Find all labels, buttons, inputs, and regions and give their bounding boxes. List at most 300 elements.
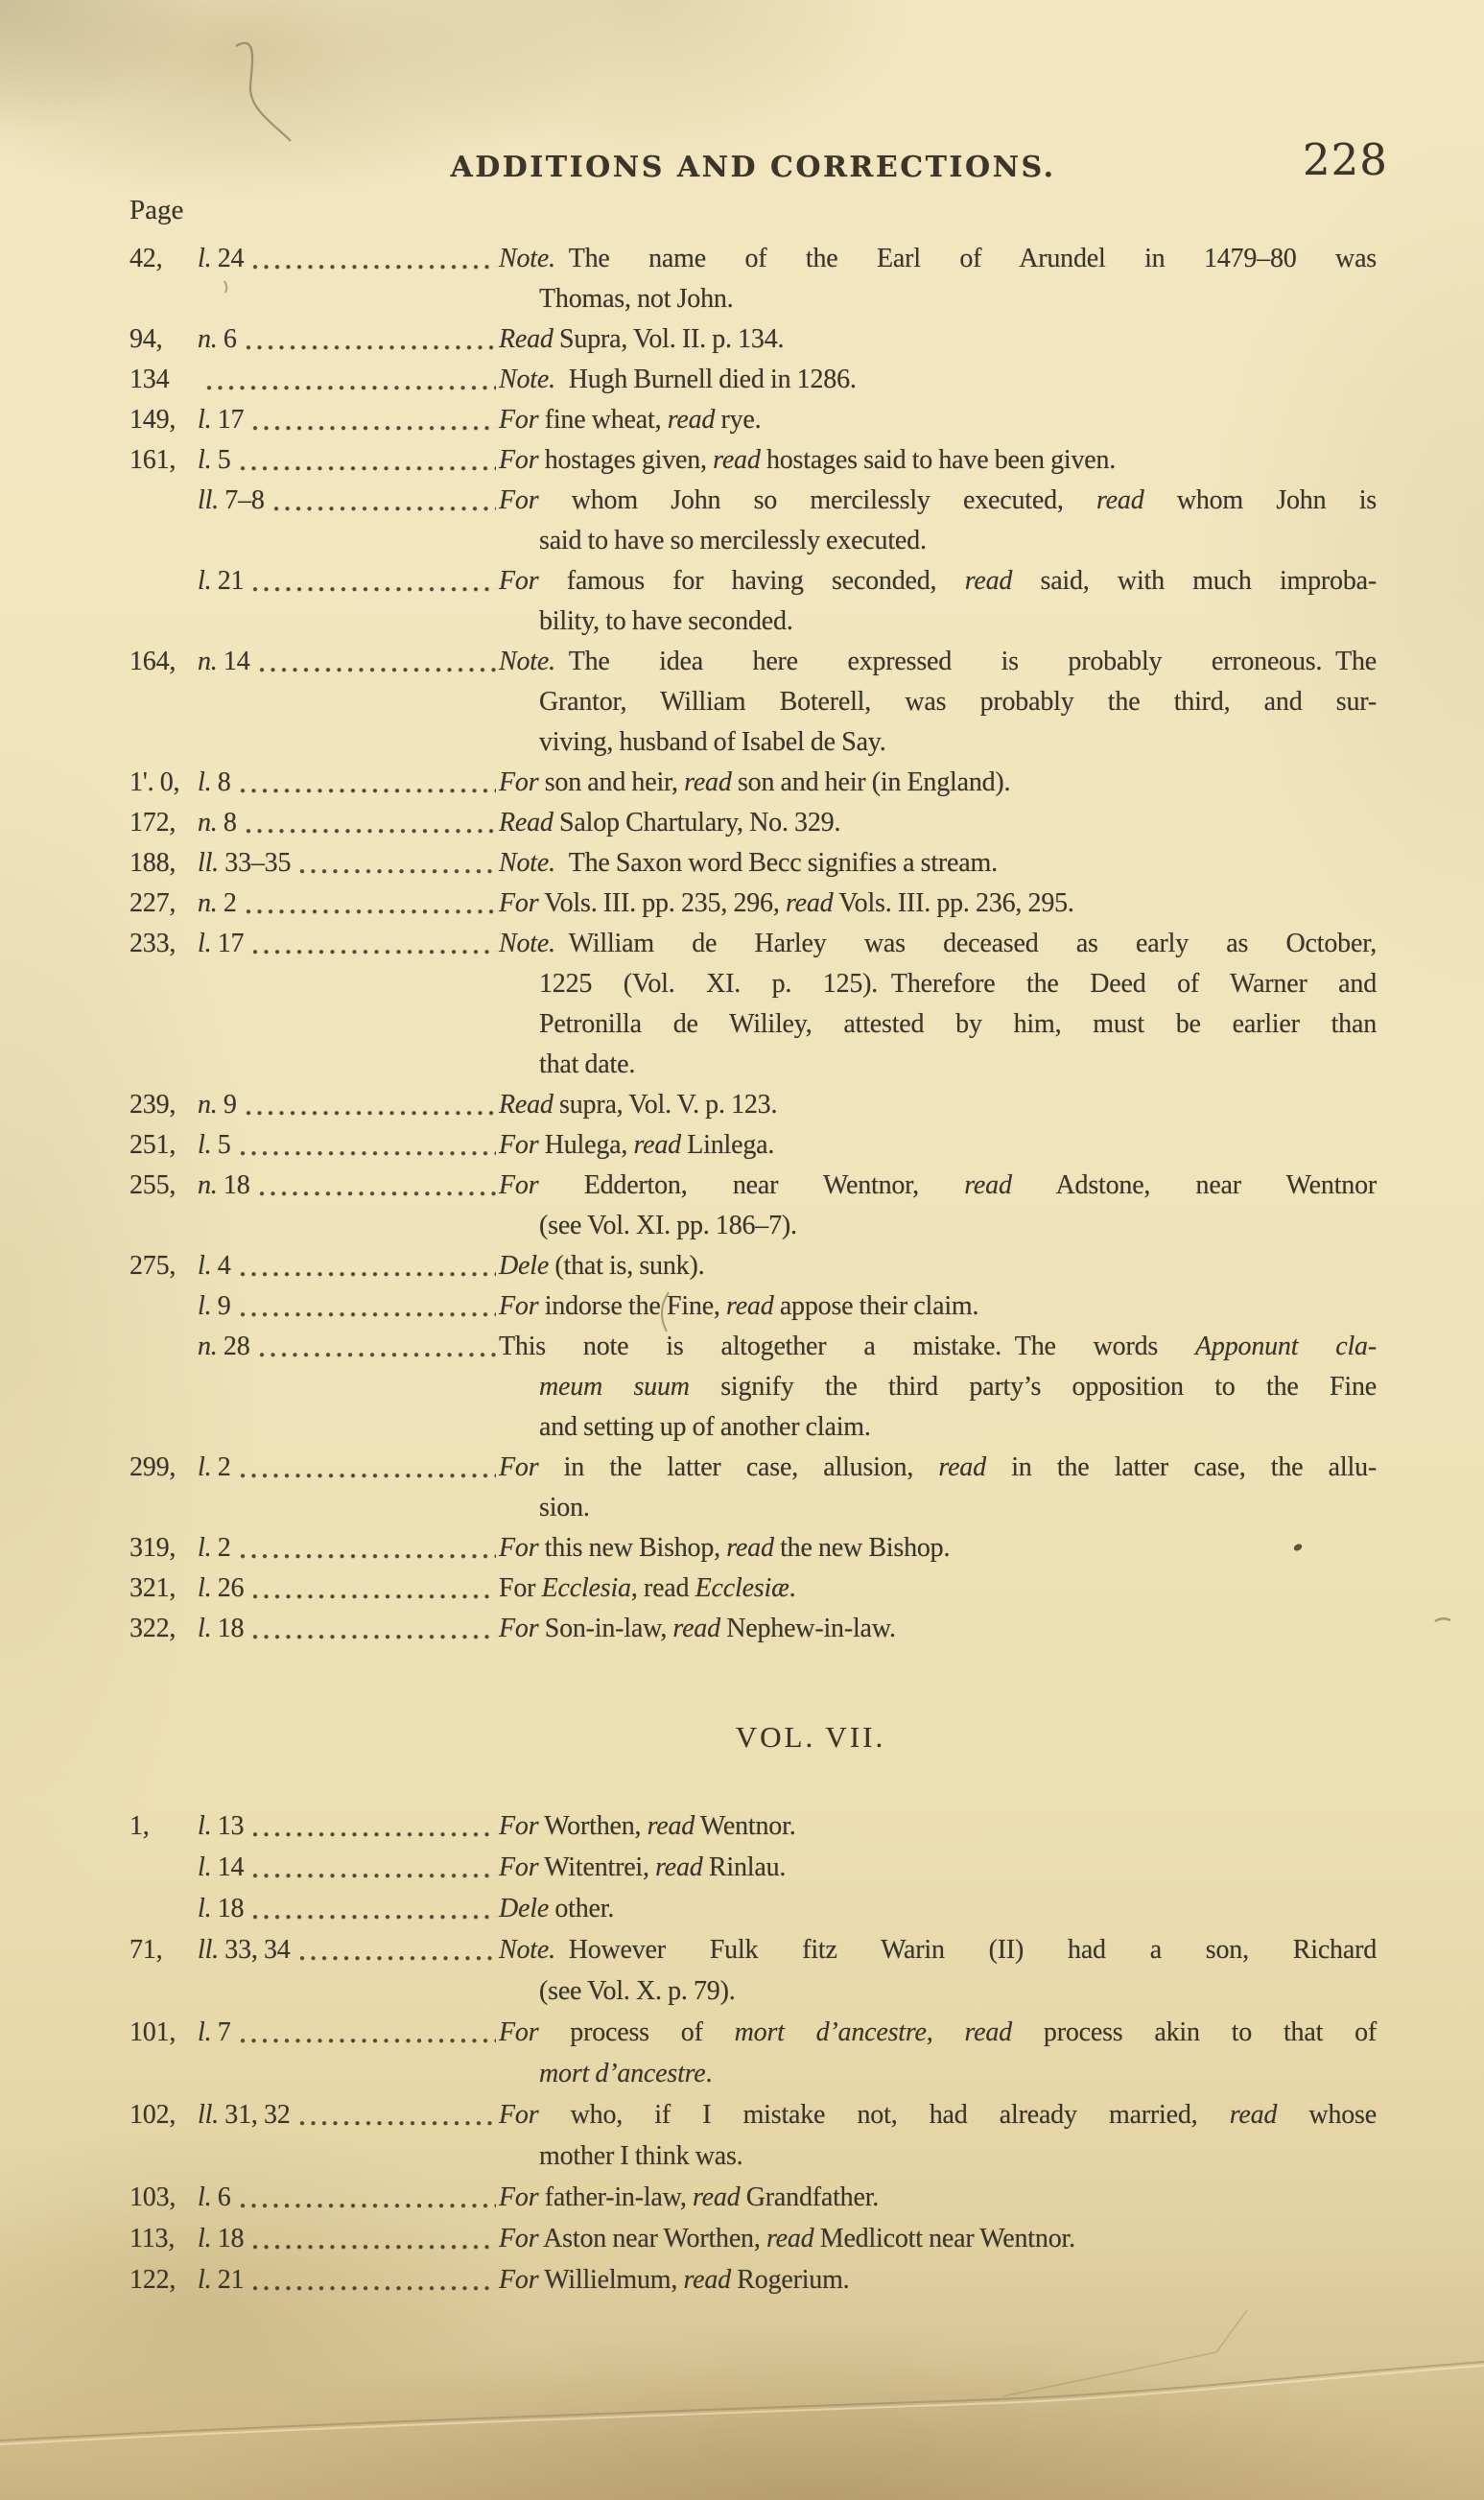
entry-line	[130, 1085, 1377, 1125]
text-segment: read	[938, 1452, 986, 1482]
text-segment: 33–35	[218, 848, 292, 878]
text-segment: Vols. III. pp. 236, 295.	[833, 888, 1074, 918]
text-segment: 8	[211, 767, 231, 797]
entry-line	[130, 884, 1377, 924]
text-segment: Note.	[499, 244, 555, 273]
entry-ref	[130, 1246, 499, 1286]
entry-line	[130, 843, 1377, 884]
entry-page-number: 299,	[130, 1452, 177, 1482]
text-segment: read	[692, 2182, 741, 2212]
text-segment: For	[499, 445, 539, 475]
entry-line	[130, 1488, 1377, 1528]
entry-line	[130, 360, 1377, 400]
entry-line-ref	[198, 2094, 291, 2135]
text-segment: famous for having seconded,	[538, 566, 965, 596]
entry-ref	[130, 843, 499, 884]
text-segment: read	[726, 1533, 774, 1563]
entry-line-ref	[198, 481, 265, 521]
text-segment: Son-in-law,	[538, 1614, 673, 1643]
entry-line-ref	[198, 440, 231, 481]
entry-page-number: 71,	[130, 1935, 163, 1965]
dot-leader	[240, 2177, 497, 2218]
text-segment: For	[499, 1291, 539, 1321]
text-segment: 18	[211, 1894, 245, 1923]
entry-ref	[130, 763, 499, 803]
text-segment: read	[726, 1291, 774, 1321]
text-segment: Adstone, near Wentnor	[1011, 1170, 1377, 1200]
text-segment: read	[964, 566, 1013, 596]
entry-ref	[130, 561, 499, 601]
entry-ref	[130, 1085, 499, 1125]
text-segment: 17	[211, 929, 245, 958]
entry-line	[130, 1609, 1377, 1649]
entry-line	[130, 400, 1377, 440]
text-segment: l.	[198, 929, 212, 958]
text-segment: n.	[198, 324, 218, 354]
entry-line-ref	[198, 561, 244, 601]
text-segment: Medlicott near Wentnor.	[813, 2224, 1075, 2253]
dot-leader	[246, 803, 496, 843]
dot-leader	[299, 843, 496, 884]
text-segment: 6	[211, 2182, 231, 2212]
entry-page-number: 188,	[130, 848, 177, 878]
text-segment: .	[705, 2059, 713, 2088]
text-segment: n.	[198, 1332, 218, 1361]
entry-line	[130, 1407, 1377, 1448]
entry-page-number	[130, 1888, 191, 1929]
text-segment: Hugh Burnell died in 1286.	[554, 365, 857, 394]
entry-page-number: 233,	[130, 929, 177, 958]
entry-ref	[130, 2259, 499, 2300]
entry-ref	[130, 1327, 499, 1367]
dot-leader	[240, 1528, 497, 1568]
text-segment: Note.	[499, 848, 555, 878]
entry-page-number: 1'. 0,	[130, 767, 180, 797]
text-segment: 8	[217, 808, 237, 837]
text-segment: (see Vol. XI. pp. 186–7).	[539, 1211, 797, 1240]
entry-ref	[130, 1805, 499, 1847]
text-segment: l.	[198, 1291, 212, 1321]
paper-crease-highlight	[0, 2366, 1484, 2444]
entry-page-number: 102,	[130, 2100, 177, 2130]
text-segment: rye.	[715, 405, 762, 435]
text-segment: ,	[926, 2017, 965, 2047]
entry-ref	[130, 884, 499, 924]
entry-line	[130, 521, 1377, 561]
text-segment: Read	[499, 1090, 554, 1120]
text-segment: For	[499, 767, 539, 797]
text-segment: Petronilla de Wililey, attested by him, must be earlier than	[539, 1009, 1377, 1039]
entry-page-number: 134	[130, 365, 170, 394]
text-segment: l.	[198, 1852, 212, 1882]
entry-page-number: 239,	[130, 1090, 177, 1120]
text-segment: read	[667, 405, 716, 435]
text-segment: ll.	[198, 848, 219, 878]
hair-fiber-artifact	[236, 43, 291, 141]
entry-line	[130, 1367, 1377, 1407]
entry-page-number: 113,	[130, 2224, 176, 2253]
text-segment: Edderton, near Wentnor,	[538, 1170, 965, 1200]
dot-leader	[299, 1929, 496, 1970]
entry-line-ref	[198, 924, 244, 964]
text-segment: l.	[198, 1811, 212, 1841]
entry-ref	[130, 1286, 499, 1327]
text-segment: read	[785, 888, 834, 918]
text-segment: read	[964, 1170, 1012, 1200]
text-segment: l.	[198, 445, 212, 475]
entry-line	[130, 279, 1377, 319]
text-segment: Dele	[499, 1251, 550, 1281]
text-segment: n.	[198, 888, 218, 918]
entry-line-ref	[198, 763, 231, 803]
text-segment: 2	[211, 1452, 231, 1482]
text-segment: For	[499, 888, 539, 918]
text-segment: For	[499, 405, 539, 435]
entry-ref	[130, 2177, 499, 2218]
text-segment: ll.	[198, 485, 219, 515]
text-segment: fine wheat,	[538, 405, 668, 435]
text-segment: 13	[211, 1811, 245, 1841]
text-segment: The Saxon word Becc signifies a stream.	[554, 848, 998, 878]
entry-line	[130, 2259, 1377, 2300]
text-segment: For	[499, 1452, 539, 1482]
text-segment: For	[499, 2017, 539, 2047]
text-segment: Read	[499, 808, 554, 837]
running-title: ADDITIONS AND CORRECTIONS.	[450, 151, 1056, 184]
text-segment: 24	[211, 244, 245, 273]
text-segment: indorse the Fine,	[538, 1291, 727, 1321]
dot-leader	[252, 1609, 496, 1649]
dot-leader	[252, 1805, 496, 1847]
entry-line-ref	[198, 1125, 231, 1166]
text-segment: .	[789, 1573, 796, 1603]
text-segment: meum suum	[539, 1372, 690, 1402]
entry-line-ref	[198, 1929, 291, 1970]
text-segment: For	[499, 1533, 539, 1563]
text-segment: n.	[198, 1170, 218, 1200]
dot-leader	[252, 1568, 496, 1609]
dot-leader	[252, 924, 496, 964]
entry-line	[130, 1847, 1377, 1888]
text-segment: 21	[211, 566, 245, 596]
entry-line-ref	[198, 2259, 244, 2300]
text-segment: l.	[198, 1452, 212, 1482]
entry-line-ref	[198, 1568, 244, 1609]
entry-line	[130, 440, 1377, 481]
text-segment: appose their claim.	[773, 1291, 979, 1321]
text-segment: read	[684, 767, 732, 797]
entry-line-ref	[198, 1286, 231, 1327]
text-segment: read	[655, 1852, 703, 1882]
text-segment: 28	[217, 1332, 250, 1361]
text-segment: 31, 32	[218, 2100, 291, 2130]
entry-line-ref	[198, 1528, 231, 1568]
text-segment: 6	[217, 324, 237, 354]
entry-line-ref	[198, 803, 237, 843]
text-segment: For	[499, 1614, 539, 1643]
text-segment: this new Bishop,	[538, 1533, 727, 1563]
entry-page-number: 275,	[130, 1251, 177, 1281]
text-segment: l.	[198, 2265, 212, 2295]
entry-line	[130, 1327, 1377, 1367]
text-segment: Rinlau.	[702, 1852, 787, 1882]
entry-line-ref	[198, 400, 244, 440]
text-segment: process of	[538, 2017, 735, 2047]
text-segment: l.	[198, 2224, 212, 2253]
entry-line	[130, 2218, 1377, 2259]
text-segment: Ecclesiæ	[695, 1573, 789, 1603]
entry-line-ref	[198, 2177, 231, 2218]
entry-ref	[130, 400, 499, 440]
text-segment: said, with much improba-	[1012, 566, 1377, 596]
text-segment: Dele	[499, 1894, 550, 1923]
entry-line-ref	[198, 2012, 231, 2053]
text-segment: 2	[217, 888, 237, 918]
text-segment: l.	[198, 1251, 212, 1281]
text-segment: other.	[549, 1894, 615, 1923]
entry-line-ref	[198, 1085, 237, 1125]
entry-ref	[130, 1847, 499, 1888]
text-segment: son and heir (in England).	[731, 767, 1011, 797]
text-segment: 21	[211, 2265, 245, 2295]
dot-leader	[273, 481, 496, 521]
entry-page-number: 251,	[130, 1130, 177, 1160]
entry-line	[130, 1286, 1377, 1327]
text-segment: 9	[217, 1090, 237, 1120]
entry-page-number: 149,	[130, 405, 177, 435]
text-segment: ll.	[198, 1935, 219, 1965]
dot-leader	[246, 884, 496, 924]
paper-crease-line	[0, 2362, 1484, 2441]
text-segment: Ecclesia	[541, 1573, 631, 1603]
entry-page-number: 101,	[130, 2017, 177, 2047]
text-segment: However Fulk fitz Warin (II) had a son, Richard	[554, 1935, 1377, 1965]
dot-leader	[246, 1085, 496, 1125]
entry-ref	[130, 319, 499, 360]
entry-line-ref	[198, 1805, 244, 1847]
text-segment: Witentrei,	[538, 1852, 656, 1882]
text-segment: said to have so mercilessly executed.	[539, 526, 927, 555]
entry-line	[130, 2177, 1377, 2218]
entry-page-number	[130, 1847, 191, 1888]
text-segment: (see Vol. X. p. 79).	[539, 1976, 736, 2006]
text-segment: read	[1229, 2100, 1278, 2130]
dot-leader	[240, 1246, 497, 1286]
entry-page-number: 321,	[130, 1573, 177, 1603]
dot-leader	[252, 400, 496, 440]
text-segment: l.	[198, 1614, 212, 1643]
entry-page-number: 103,	[130, 2182, 177, 2212]
text-segment: For	[499, 2265, 539, 2295]
dot-leader	[252, 561, 496, 601]
text-segment: 17	[211, 405, 245, 435]
text-segment: 5	[211, 445, 231, 475]
dot-leader	[246, 319, 496, 360]
text-segment: For	[499, 1573, 542, 1603]
entry-ref	[130, 481, 499, 521]
text-segment: Note.	[499, 1935, 555, 1965]
entry-line	[130, 239, 1377, 279]
entry-line	[130, 1045, 1377, 1085]
text-segment: 14	[217, 647, 250, 676]
text-segment: read	[672, 1614, 720, 1643]
entry-line	[130, 1166, 1377, 1206]
text-segment: For	[499, 1811, 539, 1841]
text-segment: 18	[211, 2224, 245, 2253]
entry-line	[130, 2094, 1377, 2135]
text-segment: Note.	[499, 647, 555, 676]
text-segment: l.	[198, 767, 212, 797]
entry-line	[130, 1888, 1377, 1929]
text-segment: 18	[217, 1170, 250, 1200]
entry-line	[130, 1246, 1377, 1286]
text-segment: read	[766, 2224, 814, 2253]
text-segment: Grandfather.	[740, 2182, 880, 2212]
text-segment: (that is, sunk).	[549, 1251, 705, 1281]
text-segment: Note.	[499, 929, 555, 958]
dot-leader	[259, 1327, 496, 1367]
dot-leader	[240, 1286, 497, 1327]
entry-line	[130, 2053, 1377, 2094]
entry-line-ref	[198, 1327, 250, 1367]
text-segment: n.	[198, 1090, 218, 1120]
entry-line-ref	[198, 1888, 244, 1929]
text-segment: l.	[198, 2182, 212, 2212]
entry-ref	[130, 1166, 499, 1206]
entry-page-number: 319,	[130, 1533, 177, 1563]
entry-page-number: 322,	[130, 1614, 177, 1643]
entry-line	[130, 1528, 1377, 1568]
entry-page-number: 172,	[130, 808, 177, 837]
text-segment: Wentnor.	[695, 1811, 796, 1841]
text-segment: son and heir,	[538, 767, 685, 797]
text-segment: whose	[1277, 2100, 1377, 2130]
entry-line	[130, 803, 1377, 843]
text-segment: l.	[198, 566, 212, 596]
text-segment: l.	[198, 1130, 212, 1160]
entry-page-number: 161,	[130, 445, 177, 475]
text-segment: 7–8	[218, 485, 265, 515]
text-segment: father-in-law,	[538, 2182, 693, 2212]
entry-line	[130, 319, 1377, 360]
text-segment: read	[647, 1811, 695, 1841]
dot-leader	[252, 1888, 496, 1929]
text-segment: and setting up of another claim.	[539, 1412, 871, 1442]
dot-leader	[240, 763, 497, 803]
dot-leader	[252, 239, 496, 279]
text-segment: Note.	[499, 365, 555, 394]
corrections-list-vol6	[130, 239, 1377, 1649]
text-segment: 5	[211, 1130, 231, 1160]
entry-page-number: 227,	[130, 888, 177, 918]
entry-ref	[130, 1528, 499, 1568]
entry-ref	[130, 360, 499, 400]
margin-dash-mark	[1435, 1618, 1450, 1621]
text-segment: Apponunt cla-	[1195, 1332, 1377, 1361]
text-segment: Worthen,	[538, 1811, 648, 1841]
text-segment: 18	[211, 1614, 245, 1643]
text-segment: For	[499, 1852, 539, 1882]
text-segment: whom John is	[1143, 485, 1377, 515]
dot-leader	[240, 2012, 497, 2053]
entry-line	[130, 642, 1377, 682]
entry-line-ref	[198, 1246, 231, 1286]
entry-line	[130, 2012, 1377, 2053]
entry-line-ref	[198, 642, 250, 682]
text-segment: 33, 34	[218, 1935, 291, 1965]
entry-ref	[130, 1929, 499, 1970]
scratch-artifact	[1002, 2310, 1247, 2396]
entry-line	[130, 1206, 1377, 1246]
entry-line	[130, 964, 1377, 1004]
entry-line	[130, 1004, 1377, 1045]
text-segment: in the latter case, allusion,	[538, 1452, 939, 1482]
dot-leader	[252, 2218, 496, 2259]
entry-ref	[130, 2012, 499, 2053]
text-segment: l.	[198, 244, 212, 273]
entry-line	[130, 2135, 1377, 2177]
dot-leader	[259, 642, 496, 682]
entry-line	[130, 1929, 1377, 1970]
text-segment: 7	[211, 2017, 231, 2047]
text-segment: mort d’ancestre	[539, 2059, 706, 2088]
text-segment: mort d’ancestre	[734, 2017, 927, 2047]
text-segment: Hulega,	[538, 1130, 634, 1160]
text-segment: For	[499, 1170, 539, 1200]
entry-ref	[130, 2094, 499, 2135]
entry-ref	[130, 803, 499, 843]
text-segment: supra, Vol. V. p. 123.	[553, 1090, 778, 1120]
entry-line	[130, 1568, 1377, 1609]
entry-line	[130, 561, 1377, 601]
entry-ref	[130, 924, 499, 964]
text-segment: process akin to that of	[1012, 2017, 1377, 2047]
dot-leader	[252, 1847, 496, 1888]
entry-ref	[130, 1125, 499, 1166]
text-segment: in the latter case, the allu-	[985, 1452, 1377, 1482]
entry-line	[130, 1448, 1377, 1488]
entry-page-number: 42,	[130, 244, 163, 273]
text-segment: 4	[211, 1251, 231, 1281]
entry-ref	[130, 642, 499, 682]
entry-ref	[130, 2218, 499, 2259]
text-segment: Aston near Worthen,	[538, 2224, 766, 2253]
text-segment: For	[499, 2224, 539, 2253]
text-segment: whom John so mercilessly executed,	[538, 485, 1097, 515]
entry-line-ref	[198, 1166, 250, 1206]
text-segment: read	[1096, 485, 1144, 515]
text-segment: Nephew-in-law.	[719, 1614, 896, 1643]
text-segment: signify the third party’s opposition to the Fine	[689, 1372, 1378, 1402]
text-segment: For	[499, 2100, 539, 2130]
text-segment: l.	[198, 1573, 212, 1603]
text-segment: read	[633, 1130, 681, 1160]
entry-line	[130, 682, 1377, 722]
text-segment: viving, husband of Isabel de Say.	[539, 727, 886, 757]
entry-line-ref	[198, 843, 291, 884]
entry-ref	[130, 1568, 499, 1609]
entry-line	[130, 924, 1377, 964]
text-segment: read	[683, 2265, 731, 2295]
entry-page-number	[130, 481, 191, 521]
dot-leader	[299, 2094, 496, 2135]
entry-line	[130, 601, 1377, 642]
dot-leader	[252, 2259, 496, 2300]
text-segment: For	[499, 566, 539, 596]
entry-ref	[130, 1448, 499, 1488]
dot-leader	[259, 1166, 496, 1206]
entry-page-number: 122,	[130, 2265, 177, 2295]
